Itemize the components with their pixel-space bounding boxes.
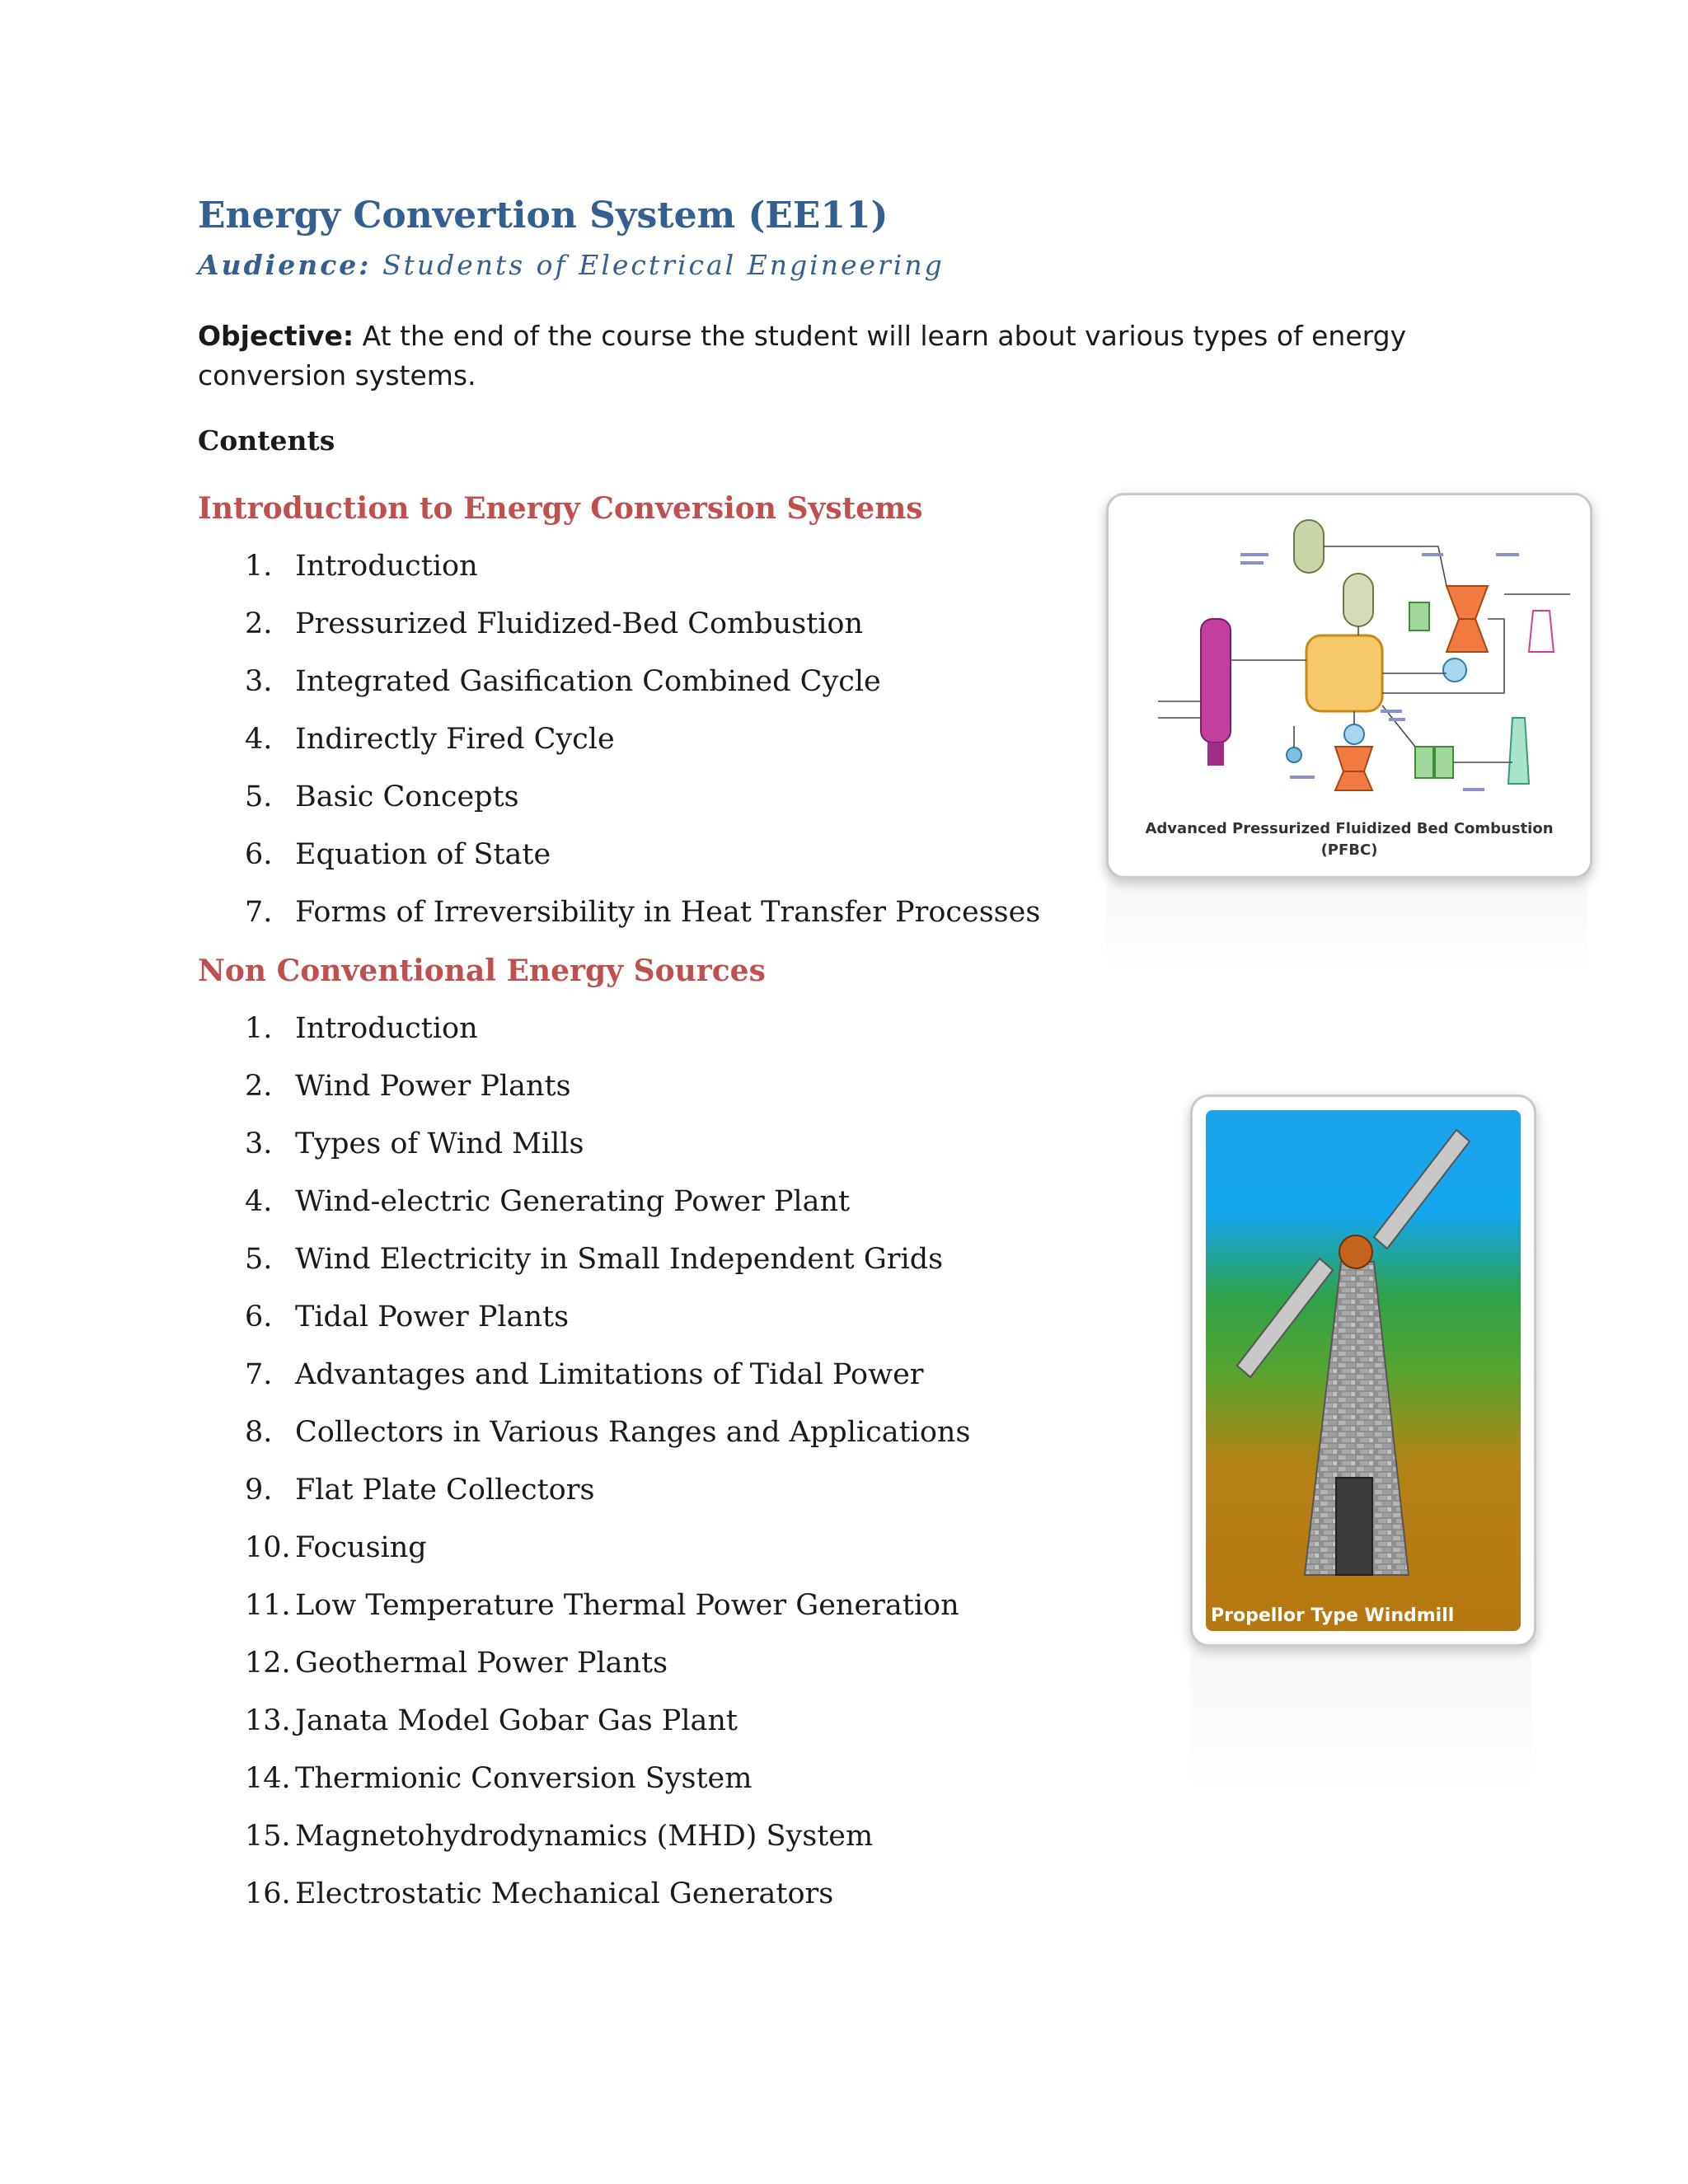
pfbc-reflection — [1106, 875, 1587, 974]
windmill-caption: Propellor Type Windmill — [1211, 1605, 1455, 1626]
objective-text: At the end of the course the student will learn about various types of energy conversion systems. — [198, 320, 1407, 391]
pfbc-diagram-illustration — [1109, 495, 1590, 876]
audience-label: Audience: — [198, 249, 372, 281]
pfbc-diagram-figure — [1106, 493, 1592, 879]
objective-label: Objective: — [198, 320, 354, 352]
contents-label: Contents — [198, 424, 335, 457]
windmill-reflection — [1190, 1645, 1531, 1793]
pfbc-caption-line1: Advanced Pressurized Fluidized Bed Combustion — [1145, 820, 1554, 837]
document-title: Energy Convertion System (EE11) — [198, 194, 889, 237]
audience-line — [198, 249, 945, 281]
section-heading-non-conventional: Non Conventional Energy Sources — [198, 954, 766, 988]
section-heading-intro: Introduction to Energy Conversion Systems — [198, 491, 923, 526]
windmill-figure — [1190, 1094, 1536, 1647]
objective-paragraph — [198, 316, 1517, 396]
audience-text: Students of Electrical Engineering — [382, 249, 945, 281]
pfbc-caption-line2: (PFBC) — [1320, 841, 1378, 859]
windmill-illustration — [1193, 1097, 1534, 1644]
